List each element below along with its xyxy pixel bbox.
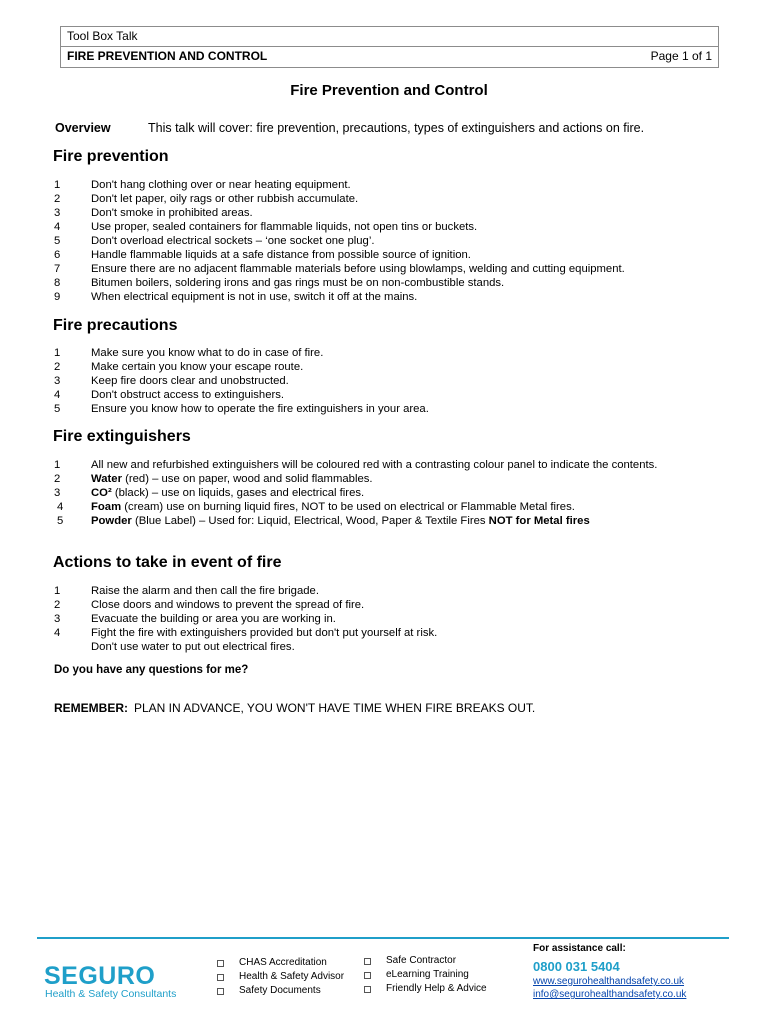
item-number: 7	[54, 263, 61, 275]
list-item	[52, 178, 732, 192]
service-label: Health & Safety Advisor	[239, 971, 345, 982]
checkbox-icon	[217, 988, 224, 995]
services-list-2	[364, 954, 487, 996]
checkbox-icon	[364, 986, 371, 993]
list-item	[52, 248, 732, 262]
item-text: (black) – use on liquids, gases and electrical fires.	[111, 487, 365, 499]
item-number: 9	[54, 291, 61, 303]
actions-heading: Actions to take in event of fire	[53, 554, 282, 571]
item-text: Keep fire doors clear and unobstructed.	[91, 375, 289, 387]
fire-prevention-list	[52, 178, 732, 304]
header-title: FIRE PREVENTION AND CONTROL	[67, 49, 268, 63]
item-bold-end: NOT for Metal fires	[488, 515, 590, 527]
service-label: CHAS Accreditation	[239, 957, 327, 968]
item-text: Make certain you know your escape route.	[91, 361, 304, 373]
item-number: 4	[54, 627, 61, 639]
service-item	[364, 968, 487, 982]
item-text: (Blue Label) – Used for: Liquid, Electrical, Wood, Paper & Textile Fires	[131, 515, 489, 527]
list-item	[52, 360, 732, 374]
overview-label: Overview	[55, 121, 111, 135]
list-item	[52, 598, 732, 612]
assistance-label: For assistance call:	[533, 943, 626, 954]
service-item	[217, 956, 344, 970]
item-number: 3	[54, 375, 61, 387]
document-header	[60, 26, 719, 68]
service-item	[364, 954, 487, 968]
list-item	[52, 276, 732, 290]
phone-number[interactable]: 0800 031 5404	[533, 959, 620, 974]
list-item	[52, 584, 732, 598]
item-number: 3	[54, 613, 61, 625]
list-item	[52, 220, 732, 234]
item-text: Don't overload electrical sockets – ‘one socket one plug’.	[91, 235, 375, 247]
item-number: 4	[54, 389, 61, 401]
item-text: Raise the alarm and then call the fire brigade.	[91, 585, 319, 597]
fire-extinguishers-list	[52, 458, 732, 528]
list-item	[52, 346, 732, 360]
item-bold: Foam	[91, 501, 122, 513]
logo-subtitle: Health & Safety Consultants	[45, 988, 177, 1000]
service-item	[217, 970, 344, 984]
fire-prevention-heading: Fire prevention	[53, 148, 169, 165]
service-label: eLearning Training	[386, 969, 469, 980]
actions-list	[52, 584, 732, 654]
item-text: Don't smoke in prohibited areas.	[91, 207, 253, 219]
list-item	[52, 290, 732, 304]
item-number: 1	[54, 179, 61, 191]
list-item	[52, 234, 732, 248]
list-item	[52, 458, 732, 472]
item-number: 1	[54, 459, 61, 471]
item-text: Close doors and windows to prevent the spread of fire.	[91, 599, 365, 611]
item-text: Ensure there are no adjacent flammable materials before using blowlamps, welding and cutting equipment.	[91, 263, 625, 275]
service-label: Friendly Help & Advice	[386, 983, 487, 994]
overview	[55, 121, 644, 135]
item-number: 3	[54, 207, 61, 219]
page-number: Page 1 of 1	[650, 49, 712, 63]
item-text: Bitumen boilers, soldering irons and gas rings must be on non-combustible stands.	[91, 277, 505, 289]
header-label: Tool Box Talk	[67, 29, 138, 43]
fire-precautions-list	[52, 346, 732, 416]
service-label: Safety Documents	[239, 985, 321, 996]
item-text: Fight the fire with extinguishers provided but don't put yourself at risk.	[91, 627, 438, 639]
item-number: 1	[54, 347, 61, 359]
remember-note	[54, 701, 535, 715]
service-item	[217, 984, 344, 998]
email-link[interactable]: info@segurohealthandsafety.co.uk	[533, 989, 687, 1000]
list-item	[52, 472, 732, 486]
item-number: 1	[54, 585, 61, 597]
item-text: Ensure you know how to operate the fire extinguishers in your area.	[91, 403, 429, 415]
item-text: (red) – use on paper, wood and solid flammables.	[121, 473, 373, 485]
list-item	[52, 388, 732, 402]
services-list-1	[217, 956, 344, 998]
item-number: 2	[54, 193, 61, 205]
list-item	[52, 402, 732, 416]
checkbox-icon	[364, 972, 371, 979]
item-text: Don't let paper, oily rags or other rubbish accumulate.	[91, 193, 359, 205]
footer-divider	[37, 937, 729, 939]
item-number: 3	[54, 487, 61, 499]
checkbox-icon	[217, 974, 224, 981]
list-item	[52, 374, 732, 388]
item-text: Handle flammable liquids at a safe distance from possible source of ignition.	[91, 249, 471, 261]
checkbox-icon	[217, 960, 224, 967]
item-number: 2	[54, 599, 61, 611]
item-text: Make sure you know what to do in case of fire.	[91, 347, 324, 359]
overview-text: This talk will cover: fire prevention, precautions, types of extinguishers and actions on fire.	[148, 121, 645, 135]
item-text: (cream) use on burning liquid fires, NOT to be used on electrical or Flammable Metal fires.	[121, 501, 575, 513]
list-item	[52, 262, 732, 276]
document-title: Fire Prevention and Control	[290, 82, 488, 99]
checkbox-icon	[364, 958, 371, 965]
item-number: 5	[57, 515, 64, 527]
item-text: All new and refurbished extinguishers will be coloured red with a contrasting colour panel to indicate the contents.	[91, 459, 658, 471]
fire-precautions-heading: Fire precautions	[53, 317, 178, 334]
list-item-extra	[52, 640, 732, 654]
item-number: 8	[54, 277, 61, 289]
list-item	[52, 514, 732, 528]
header-row-title	[61, 47, 718, 66]
list-item	[52, 206, 732, 220]
item-number: 5	[54, 235, 61, 247]
item-bold: CO²	[91, 487, 112, 499]
header-row-label	[61, 27, 718, 47]
list-item	[52, 500, 732, 514]
item-number: 2	[54, 473, 61, 485]
questions-prompt: Do you have any questions for me?	[54, 664, 249, 676]
item-text: Don't hang clothing over or near heating equipment.	[91, 179, 351, 191]
fire-extinguishers-heading: Fire extinguishers	[53, 428, 191, 445]
service-label: Safe Contractor	[386, 955, 457, 966]
seguro-logo: SEGURO	[44, 962, 156, 990]
item-text: Use proper, sealed containers for flammable liquids, not open tins or buckets.	[91, 221, 478, 233]
item-text: When electrical equipment is not in use, switch it off at the mains.	[91, 291, 418, 303]
item-text: Evacuate the building or area you are working in.	[91, 613, 336, 625]
list-item	[52, 486, 732, 500]
item-bold: Water	[91, 473, 122, 485]
service-item	[364, 982, 487, 996]
item-number: 6	[54, 249, 61, 261]
item-number: 5	[54, 403, 61, 415]
list-item	[52, 626, 732, 640]
remember-label: REMEMBER:	[54, 701, 128, 715]
item-bold: Powder	[91, 515, 132, 527]
website-link[interactable]: www.segurohealthandsafety.co.uk	[533, 976, 685, 987]
item-text: Don't obstruct access to extinguishers.	[91, 389, 285, 401]
list-item	[52, 612, 732, 626]
item-number: 2	[54, 361, 61, 373]
remember-text: PLAN IN ADVANCE, YOU WON'T HAVE TIME WHEN FIRE BREAKS OUT.	[134, 701, 536, 715]
list-item	[52, 192, 732, 206]
item-number: 4	[54, 221, 61, 233]
item-text: Don't use water to put out electrical fires.	[91, 641, 295, 653]
item-number: 4	[57, 501, 64, 513]
